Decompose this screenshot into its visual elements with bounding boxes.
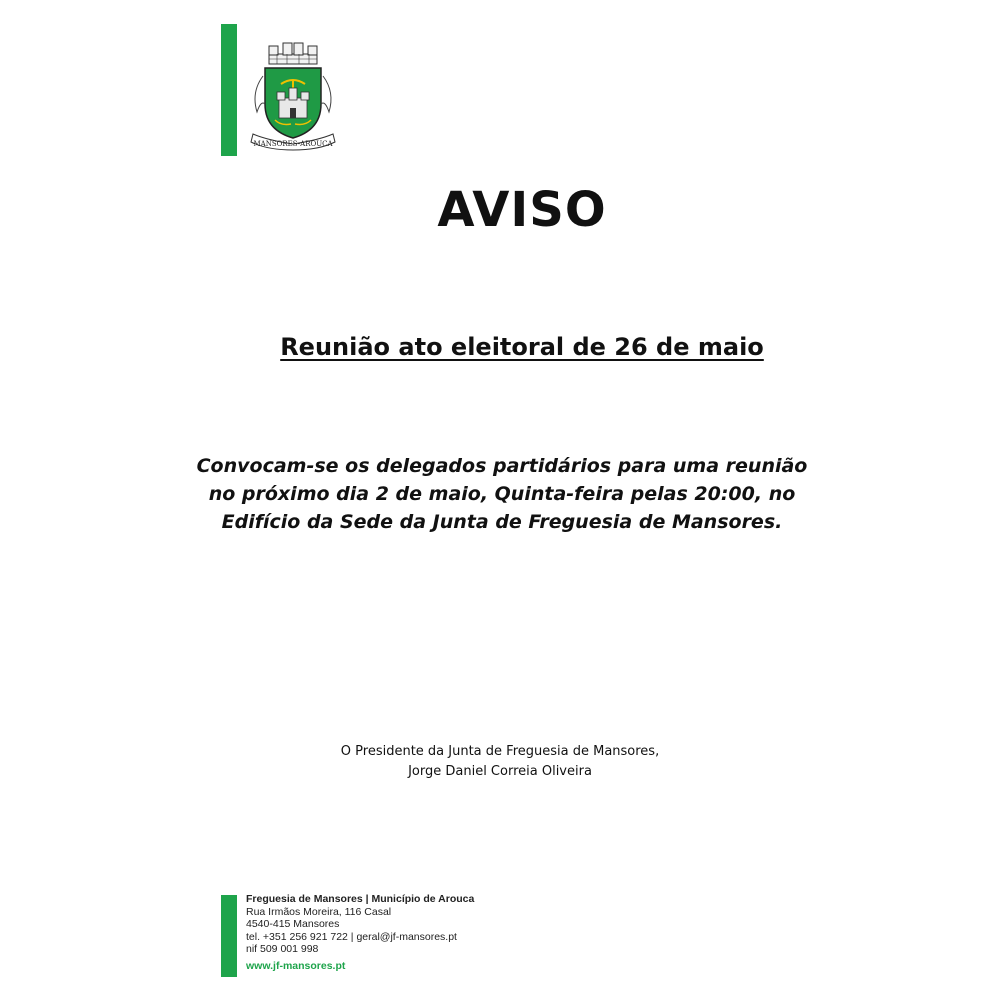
notice-subtitle: Reunião ato eleitoral de 26 de maio — [280, 333, 764, 361]
footer-address-line2: 4540-415 Mansores — [246, 918, 340, 931]
coat-of-arms-logo — [247, 40, 339, 152]
body-line: Edifício da Sede da Junta de Freguesia de Mansores. — [221, 511, 783, 533]
signature-block — [0, 742, 1000, 782]
footer-contact — [246, 893, 474, 973]
footer-website-link[interactable]: www.jf-mansores.pt — [246, 959, 346, 972]
signature-name: Jorge Daniel Correia Oliveira — [408, 764, 592, 779]
footer-address-line1: Rua Irmãos Moreira, 116 Casal — [246, 905, 392, 918]
accent-bar-top — [221, 24, 237, 156]
coat-of-arms-icon — [247, 40, 339, 152]
signature-role: O Presidente da Junta de Freguesia de Mansores, — [340, 744, 660, 759]
body-line: no próximo dia 2 de maio, Quinta-feira pelas 20:00, no — [208, 483, 796, 505]
footer-organization: Freguesia de Mansores | Município de Arouca — [246, 893, 475, 905]
footer-contact-line: tel. +351 256 921 722 | geral@jf-mansores.pt — [246, 930, 457, 943]
footer-nif: nif 509 001 998 — [246, 943, 319, 956]
notice-body — [0, 452, 1000, 536]
page-title: AVISO — [437, 182, 607, 238]
crest-motto: MANSORES-AROUCA — [253, 140, 333, 148]
accent-bar-bottom — [221, 895, 237, 977]
body-line: Convocam-se os delegados partidários para uma reunião — [196, 455, 808, 477]
